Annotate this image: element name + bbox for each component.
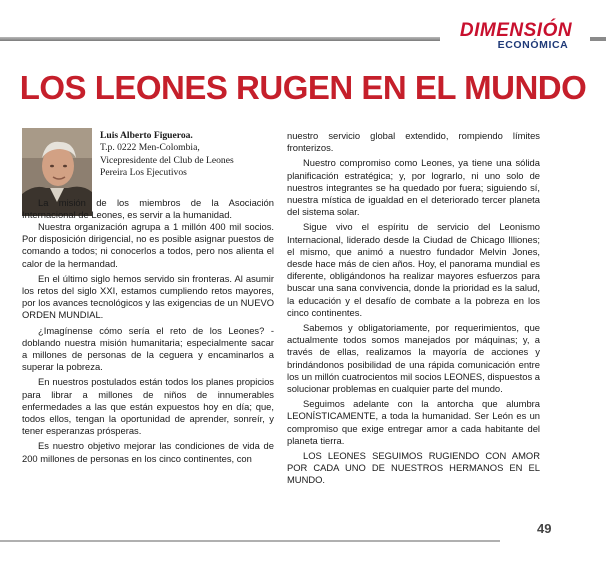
magazine-logo [446,22,586,51]
logo-title: DIMENSIÓN [459,20,573,41]
article-column-right [287,130,540,487]
header-rule [0,37,440,41]
logo-subtitle: ECONÓMICA [497,39,569,51]
paragraph: La misión de los miembros de la Asociación Internacional de Leones, es servir a la humanidad. [22,196,274,220]
page-number: 49 [537,521,552,536]
paragraph: Es nuestro objetivo mejorar las condiciones de vida de 200 millones de personas en los cinco continentes, con [22,440,274,464]
author-name: Luis Alberto Figueroa. [100,130,193,141]
author-role: Vicepresidente del Club de Leones [100,154,234,166]
paragraph: nuestro servicio global extendido, rompiendo límites fronterizos. [287,130,540,154]
footer-rule [0,540,500,542]
author-club: Pereira Los Ejecutivos [100,167,187,179]
author-credential: T.p. 0222 Men-Colombia, [100,142,200,154]
header-rule-end [590,37,606,41]
article-title: LOS LEONES RUGEN EN EL MUNDO [19,69,587,106]
paragraph: Seguimos adelante con la antorcha que alumbra LEONÍSTICAMENTE, a toda la humanidad. Ser León es un compromiso que exige entregar amor a cada habitante del planeta tierra. [287,398,540,446]
paragraph: Nuestro compromiso como Leones, ya tiene una sólida planificación estratégica; y, por lograrlo, ni uno solo de nuestros integrantes se ha quedado por fuera; siguiendo sí, nuestra mística de igualdad en el deteriorado tercer planeta del sistema solar. [287,157,540,218]
paragraph: En el último siglo hemos servido sin fronteras. Al asumir los retos del siglo XXI, estamos cumpliendo retos mayores, por los avances tecnológicos y las exigencias de un NUEVO ORDEN MUNDIAL. [22,272,274,321]
paragraph: ¿Imagínense cómo sería el reto de los Leones? -doblando nuestra misión humanitaria; especialmente sacar a millones de personas de la ceguera y encaminarlos a superar la pobreza. [22,324,274,373]
paragraph: Nuestra organización agrupa a 1 millón 400 mil socios. Por disposición dirigencial, no es posible asignar puestos de comando a todos; ni conocerlos a todos, pero nos alienta el calor de la hermandad. [22,221,274,269]
paragraph: LOS LEONES SEGUIMOS RUGIENDO CON AMOR POR CADA UNO DE NUESTROS HERMANOS EN EL MUNDO. [287,450,540,486]
article-column-left [22,130,274,465]
author-block [100,130,274,180]
paragraph: Sigue vivo el espíritu de servicio del Leonismo Internacional, liderado desde la Ciudad de Chicago Illiones; el mismo, que animó a nuestro fundador Melvin Jones, desde hace más de cien años. Hoy, el panorama mundial es diferente, obligándonos ha realizar mayores esfuerzos para buscar una sana convivencia, donde la prioridad es la salud, la educación y el desafío de combate a la pobreza en los cinco continentes. [287,221,540,318]
paragraph: En nuestros postulados están todos los planes propicios para librar a millones de niños de innumerables enfermedades a las que están expuestos hoy en día; que, todos ellos, tengan la oportunidad de aprender, sonreír, y tener esperanzas prósperas. [22,376,274,437]
paragraph: Sabemos y obligatoriamente, por requerimientos, que actualmente todos somos manejados por máquinas; y, a través de ellas, realizamos la mayoría de acciones y brindándonos posibilidad de una rápida comunicación entre los un millón cuatrocientos mil socios LEONES, dispuestos a solucionar problemas en cualquier parte del mundo. [287,322,540,395]
